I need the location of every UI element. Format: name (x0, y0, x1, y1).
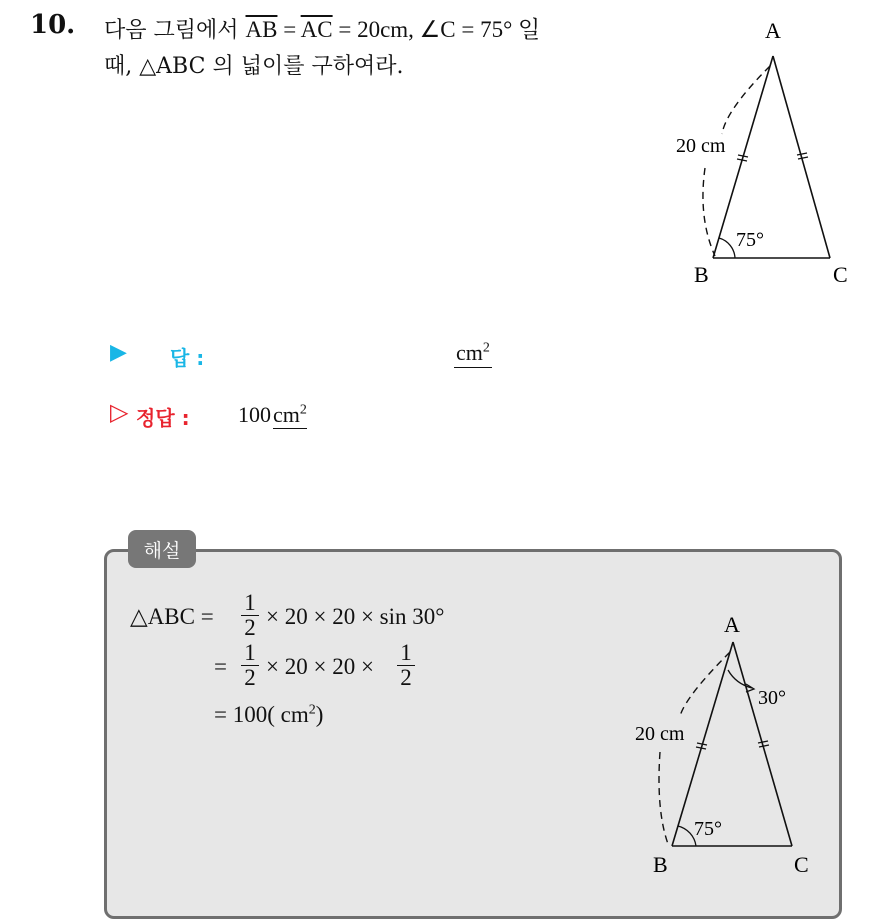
side-ac (733, 642, 792, 846)
vertex-b-label: B (653, 852, 668, 877)
explanation-line-3 (214, 702, 323, 728)
explanation-line-3-text: = 100( cm (214, 702, 309, 727)
angle-a-label: 30° (758, 687, 786, 709)
segment-ab: $\overline{AB}$ (245, 17, 278, 42)
fraction-one-half-2 (241, 642, 259, 689)
correct-answer-unit-text: cm (273, 402, 300, 427)
explanation-triangle-figure (620, 600, 830, 890)
question-text (104, 12, 664, 85)
vertex-c-label: C (833, 262, 848, 287)
dashed-brace-upper (722, 66, 770, 134)
angle-label: 75° (736, 229, 764, 251)
answer-label: 답 : (170, 346, 205, 370)
side-length-label: 20 cm (676, 135, 726, 157)
tick-marks (737, 153, 808, 161)
explanation-line-1-rhs: × 20 × 20 × sin 30° (266, 604, 445, 629)
explanation-line-2-equals: = (214, 654, 227, 679)
side-ac (773, 56, 830, 258)
dashed-brace-upper (680, 652, 730, 716)
answer-play-icon: ▶ (110, 340, 127, 365)
angle-b-label: 75° (694, 818, 722, 840)
explanation-line-3-close: ) (315, 702, 324, 727)
fraction-numerator: 1 (244, 640, 256, 665)
vertex-c-label: C (794, 852, 809, 877)
correct-answer-unit (273, 402, 307, 429)
angle-arc-b (719, 238, 735, 258)
fraction-denominator: 2 (244, 615, 256, 640)
fraction-denominator: 2 (244, 665, 256, 690)
answer-unit-exponent: 2 (482, 340, 490, 356)
dashed-brace-lower (659, 752, 668, 844)
explanation-line-2-rhs: × 20 × 20 × (266, 654, 374, 679)
question-line-1-suffix: = 20cm, ∠C = 75° 일 (332, 17, 541, 42)
dashed-brace-lower (703, 168, 715, 256)
fraction-one-half-1 (241, 592, 259, 639)
correct-outline-play-icon: ▷ (110, 398, 129, 426)
correct-answer-unit-exponent: 2 (299, 402, 307, 418)
triangle-figure (660, 18, 870, 298)
question-line-1 (104, 12, 664, 49)
tick-marks (696, 741, 769, 749)
fraction-denominator: 2 (400, 665, 412, 690)
answer-unit (454, 340, 492, 368)
explanation-line-3-exponent: 2 (308, 702, 316, 718)
side-length-label: 20 cm (635, 723, 685, 745)
vertex-a-label: A (724, 612, 740, 637)
vertex-a-label: A (765, 18, 781, 43)
explanation-tab: 해설 (128, 530, 196, 568)
fraction-numerator: 1 (244, 590, 256, 615)
equals-sign: = (277, 17, 301, 42)
question-line-1-prefix: 다음 그림에서 (104, 18, 246, 43)
fraction-one-half-3 (397, 642, 415, 689)
segment-ac: $\overline{AC}$ (300, 17, 333, 42)
correct-answer-number: 100 (238, 402, 271, 427)
correct-answer-value (238, 402, 307, 428)
answer-unit-text: cm (456, 340, 483, 365)
correct-answer-label: 정답 : (136, 406, 190, 430)
question-number: 10. (30, 10, 76, 40)
question-line-2: 때, △ABC 의 넓이를 구하여라. (104, 54, 404, 79)
explanation-line-1-lhs: △ABC = (130, 604, 214, 629)
side-ab (713, 56, 773, 258)
vertex-b-label: B (694, 262, 709, 287)
fraction-numerator: 1 (400, 640, 412, 665)
